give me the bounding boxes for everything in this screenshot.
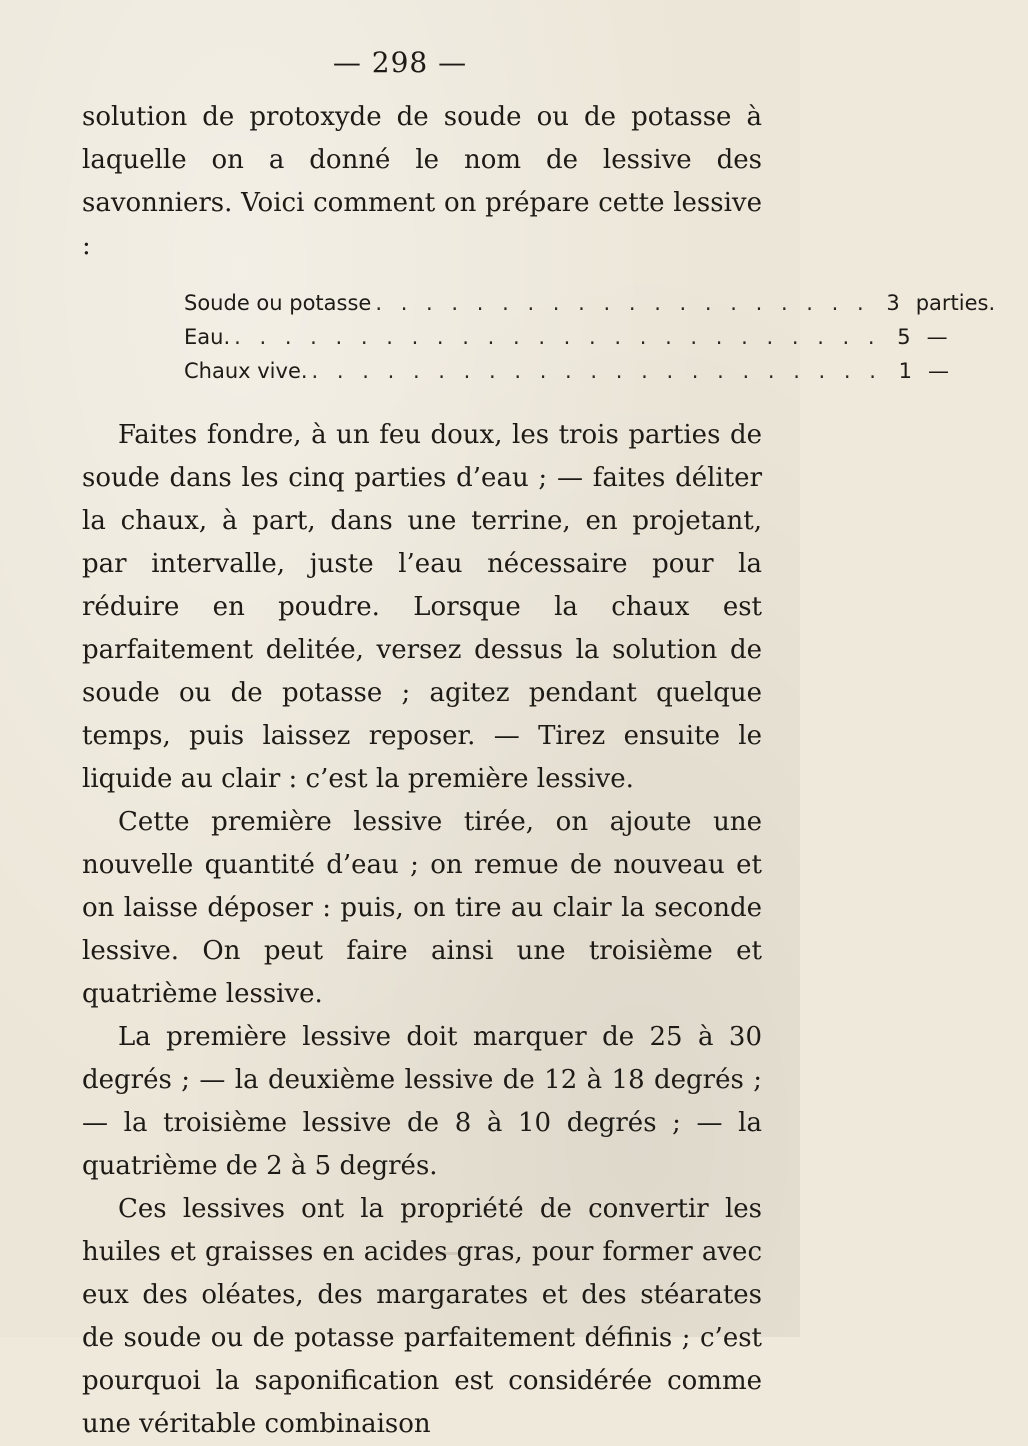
page-number: — 298 —: [332, 46, 468, 79]
recipe-ingredient-name: Soude ou potasse: [184, 291, 372, 315]
recipe-ingredient-unit: —: [927, 359, 949, 383]
paper-smudge: [420, 1252, 460, 1255]
recipe-ingredient-quantity: 1: [898, 359, 912, 383]
recipe-ingredient-quantity: 5: [897, 325, 911, 349]
page-body: [82, 96, 996, 1446]
dot-leader: . . . . . . . . . . . . . . . . . . . . . . . . . .: [234, 325, 881, 349]
recipe-ingredient-name: Eau.: [184, 325, 231, 349]
paragraph-opening: solution de protoxyde de soude ou de potasse à laquelle on a donné le nom de lessive des savonniers. Voici comment on prépare cette lessive :: [82, 102, 762, 261]
paragraph-saponification: Ces lessives ont la propriété de convertir les huiles et graisses en acides gras, pour former avec eux des oléates, des margarates et des stéarates de soude ou de potasse parfaitement définis ; c’est pourquoi la saponification est considérée comme une véritable combinaison: [82, 1194, 762, 1439]
recipe-row-soude: [184, 286, 996, 320]
recipe-ingredient-unit: —: [926, 325, 948, 349]
recipe-row-chaux: [184, 354, 949, 388]
recipe-ingredient-quantity: 3: [886, 291, 900, 315]
dot-leader: . . . . . . . . . . . . . . . . . . . .: [375, 291, 870, 315]
recipe-ingredient-name: Chaux vive.: [184, 359, 308, 383]
recipe-ingredient-unit: parties.: [915, 291, 996, 315]
paragraph-degrees: La première lessive doit marquer de 25 à 30 degrés ; — la deuxième lessive de 12 à 18 degrés ; — la troisième lessive de 8 à 10 degrés ; — la quatrième de 2 à 5 degrés.: [82, 1022, 762, 1181]
dot-leader: . . . . . . . . . . . . . . . . . . . . . . .: [311, 359, 882, 383]
recipe-row-eau: [184, 320, 948, 354]
recipe-table: [184, 286, 996, 388]
paragraph-second-lessive: Cette première lessive tirée, on ajoute une nouvelle quantité d’eau ; on remue de nouveau et on laisse déposer : puis, on tire au clair la seconde lessive. On peut faire ainsi une troisième et quatrième lessive.: [82, 807, 762, 1009]
paragraph-instructions: Faites fondre, à un feu doux, les trois parties de soude dans les cinq parties d’eau ; — faites déliter la chaux, à part, dans une terrine, en projetant, par intervalle, juste l’eau nécessaire pour la réduire en poudre. Lorsque la chaux est parfaitement delitée, versez dessus la solution de soude ou de potasse ; agitez pendant quelque temps, puis laissez reposer. — Tirez ensuite le liquide au clair : c’est la première lessive.: [82, 420, 762, 794]
